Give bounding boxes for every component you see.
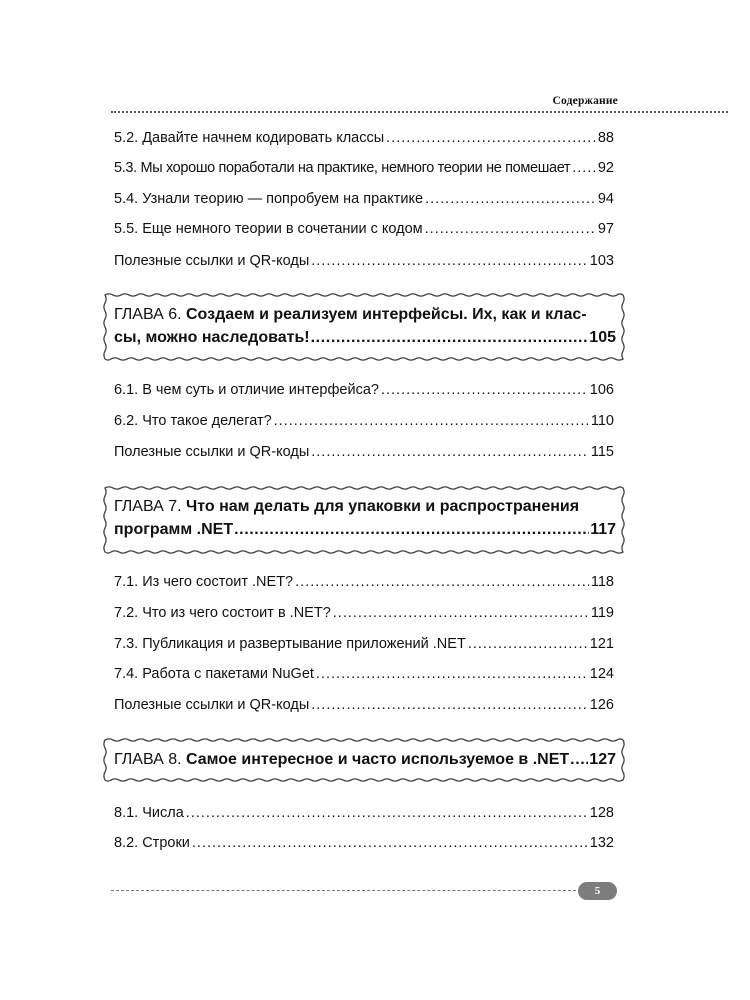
toc-entry[interactable] xyxy=(114,636,614,652)
toc-entry-title: Полезные ссылки и QR-коды xyxy=(114,697,310,713)
dot-leader xyxy=(425,191,596,207)
chapter-title-row xyxy=(114,495,616,518)
toc-entry-page: 121 xyxy=(589,636,614,652)
toc-entry[interactable] xyxy=(114,605,614,621)
toc-entry-page: 132 xyxy=(589,835,614,851)
dot-leader xyxy=(234,518,589,541)
dot-leader xyxy=(295,574,589,590)
dot-leader xyxy=(311,326,589,349)
footer-dashed-rule xyxy=(111,890,581,891)
dot-leader xyxy=(333,605,589,621)
toc-entry[interactable] xyxy=(114,382,614,398)
toc-entry-title: 8.2. Строки xyxy=(114,835,190,851)
toc-entry[interactable] xyxy=(114,444,614,460)
chapter-title: Что нам делать для упаковки и распространения xyxy=(186,498,580,515)
chapter-8-box[interactable] xyxy=(100,736,628,784)
toc-entry[interactable] xyxy=(114,130,614,146)
toc-entry-page: 119 xyxy=(590,605,614,621)
toc-entry-page: 106 xyxy=(589,382,614,398)
toc-entry-title: Полезные ссылки и QR-коды xyxy=(114,444,310,460)
dot-leader xyxy=(274,413,589,429)
toc-entry-title: 7.1. Из чего состоит .NET? xyxy=(114,574,294,590)
toc-entry-page: 92 xyxy=(597,160,614,176)
chapter-page: 127 xyxy=(589,751,616,768)
chapter-6-box[interactable] xyxy=(100,291,628,363)
dot-leader xyxy=(381,382,588,398)
header-dotted-rule xyxy=(111,111,728,113)
dot-leader xyxy=(572,160,596,176)
toc-entry-page: 97 xyxy=(597,221,614,237)
running-head xyxy=(111,95,728,113)
toc-entry-page: 126 xyxy=(589,697,614,713)
toc-entry-title: 7.3. Публикация и развертывание приложений .NET xyxy=(114,636,466,652)
chapter-title-row xyxy=(114,303,616,326)
dot-leader xyxy=(425,221,596,237)
chapter-label: ГЛАВА 7. xyxy=(114,498,182,515)
toc-entry-title: 5.5. Еще немного теории в сочетании с кодом xyxy=(114,221,423,237)
dot-leader xyxy=(316,666,588,682)
toc-entry-page: 94 xyxy=(597,191,614,207)
toc-entry-title: 5.3. Мы хорошо поработали на практике, немного теории не помешает xyxy=(114,160,571,176)
toc-entry-page: 115 xyxy=(590,444,614,460)
page-number-badge: 5 xyxy=(578,882,617,900)
toc-entry-page: 118 xyxy=(590,574,614,590)
dot-leader xyxy=(311,253,588,269)
toc-entry[interactable] xyxy=(114,413,614,429)
toc-entry[interactable] xyxy=(114,221,614,237)
dot-leader xyxy=(570,748,588,771)
toc-entry[interactable] xyxy=(114,253,614,269)
chapter-label: ГЛАВА 6. xyxy=(114,306,182,323)
toc-entry-page: 103 xyxy=(589,253,614,269)
chapter-page: 105 xyxy=(589,329,616,346)
toc-entry-page: 110 xyxy=(590,413,614,429)
toc-entry[interactable] xyxy=(114,191,614,207)
dot-leader xyxy=(192,835,588,851)
dot-leader xyxy=(311,697,588,713)
toc-entry-title: 7.2. Что из чего состоит в .NET? xyxy=(114,605,331,621)
chapter-title-row xyxy=(114,326,616,349)
toc-entry-page: 88 xyxy=(597,130,614,146)
dot-leader xyxy=(386,130,596,146)
dot-leader xyxy=(311,444,589,460)
chapter-title: Самое интересное и часто используемое в .NET xyxy=(186,751,570,768)
toc-entry[interactable] xyxy=(114,160,614,176)
chapter-title-row xyxy=(114,748,616,771)
chapter-title-cont: сы, можно наследовать! xyxy=(114,329,310,346)
toc-entry-title: 7.4. Работа с пакетами NuGet xyxy=(114,666,314,682)
toc-entry[interactable] xyxy=(114,697,614,713)
toc-entry[interactable] xyxy=(114,666,614,682)
toc-entry[interactable] xyxy=(114,835,614,851)
toc-entry[interactable] xyxy=(114,805,614,821)
chapter-title-cont: программ .NET xyxy=(114,521,234,538)
toc-entry-title: 6.2. Что такое делегат? xyxy=(114,413,272,429)
toc-entry-page: 128 xyxy=(589,805,614,821)
toc-entry-title: 5.4. Узнали теорию — попробуем на практике xyxy=(114,191,424,207)
chapter-7-box[interactable] xyxy=(100,484,628,556)
toc-entry-title: 6.1. В чем суть и отличие интерфейса? xyxy=(114,382,379,398)
toc-entry-page: 124 xyxy=(589,666,614,682)
running-title: Содержание xyxy=(552,95,618,107)
chapter-label: ГЛАВА 8. xyxy=(114,751,182,768)
chapter-page: 117 xyxy=(590,521,616,538)
toc-entry[interactable] xyxy=(114,574,614,590)
chapter-title: Создаем и реализуем интерфейсы. Их, как и клас- xyxy=(186,306,587,323)
dot-leader xyxy=(186,805,588,821)
toc-entry-title: 8.1. Числа xyxy=(114,805,184,821)
toc-entry-title: 5.2. Давайте начнем кодировать классы xyxy=(114,130,385,146)
dot-leader xyxy=(468,636,588,652)
toc-entry-title: Полезные ссылки и QR-коды xyxy=(114,253,310,269)
chapter-title-row xyxy=(114,518,616,541)
